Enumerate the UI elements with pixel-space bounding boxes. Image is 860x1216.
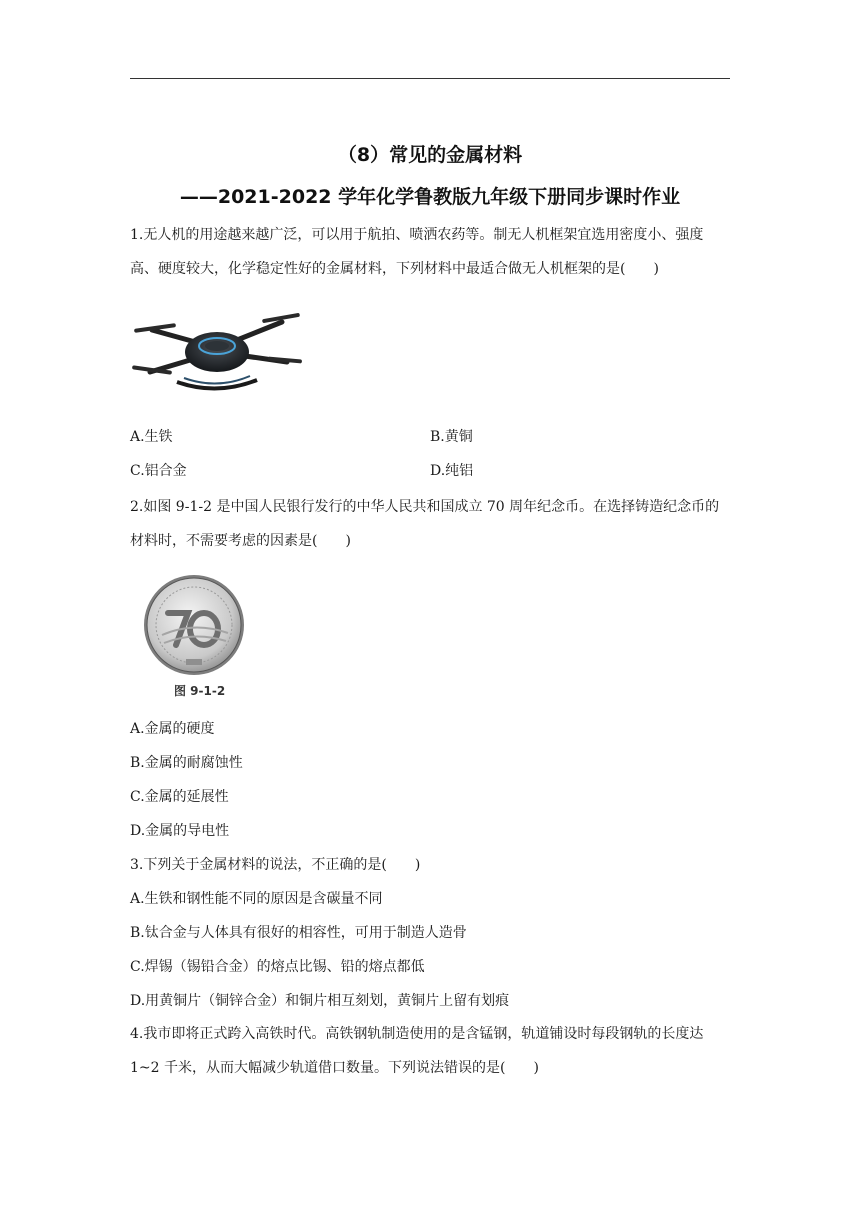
commemorative-coin-image: [142, 573, 246, 677]
q3-stem: 3.下列关于金属材料的说法，不正确的是( ): [130, 857, 421, 873]
drone-image: [132, 300, 302, 400]
q1-option-c: C.铝合金: [130, 463, 187, 479]
q4-stem: 4.我市即将正式跨入高铁时代。高铁钢轨制造使用的是含锰钢，轨道铺设时每段钢轨的长度达 1~2 千米，从而大幅减少轨道借口数量。下列说法错误的是( ): [130, 1026, 704, 1076]
q2-option-b: B.金属的耐腐蚀性: [130, 755, 243, 771]
q3-option-a: A.生铁和钢性能不同的原因是含碳量不同: [130, 891, 383, 907]
q1-stem: 1.无人机的用途越来越广泛，可以用于航拍、喷洒农药等。制无人机框架宜选用密度小、强度高、硬度较大，化学稳定性好的金属材料，下列材料中最适合做无人机框架的是( ): [130, 227, 704, 277]
page-title: （8）常见的金属材料: [337, 144, 523, 166]
q1-option-a: A.生铁: [130, 429, 173, 445]
page-subtitle: ——2021-2022 学年化学鲁教版九年级下册同步课时作业: [179, 186, 681, 208]
q1-option-b: B.黄铜: [430, 429, 473, 445]
q2-stem: 2.如图 9-1-2 是中国人民银行发行的中华人民共和国成立 70 周年纪念币。在选择铸造纪念币的材料时，不需要考虑的因素是( ): [130, 499, 720, 549]
q1-option-d: D.纯铝: [430, 463, 474, 479]
q3-option-c: C.焊锡（锡铅合金）的熔点比锡、铅的熔点都低: [130, 959, 425, 975]
header-rule: [130, 78, 730, 79]
q2-figure-caption: 图 9-1-2: [174, 684, 226, 698]
q3-option-b: B.钛合金与人体具有很好的相容性，可用于制造人造骨: [130, 925, 467, 941]
q3-option-d: D.用黄铜片（铜锌合金）和铜片相互刻划，黄铜片上留有划痕: [130, 993, 510, 1009]
q2-option-d: D.金属的导电性: [130, 823, 230, 839]
q2-option-c: C.金属的延展性: [130, 789, 229, 805]
q2-option-a: A.金属的硬度: [130, 721, 215, 737]
